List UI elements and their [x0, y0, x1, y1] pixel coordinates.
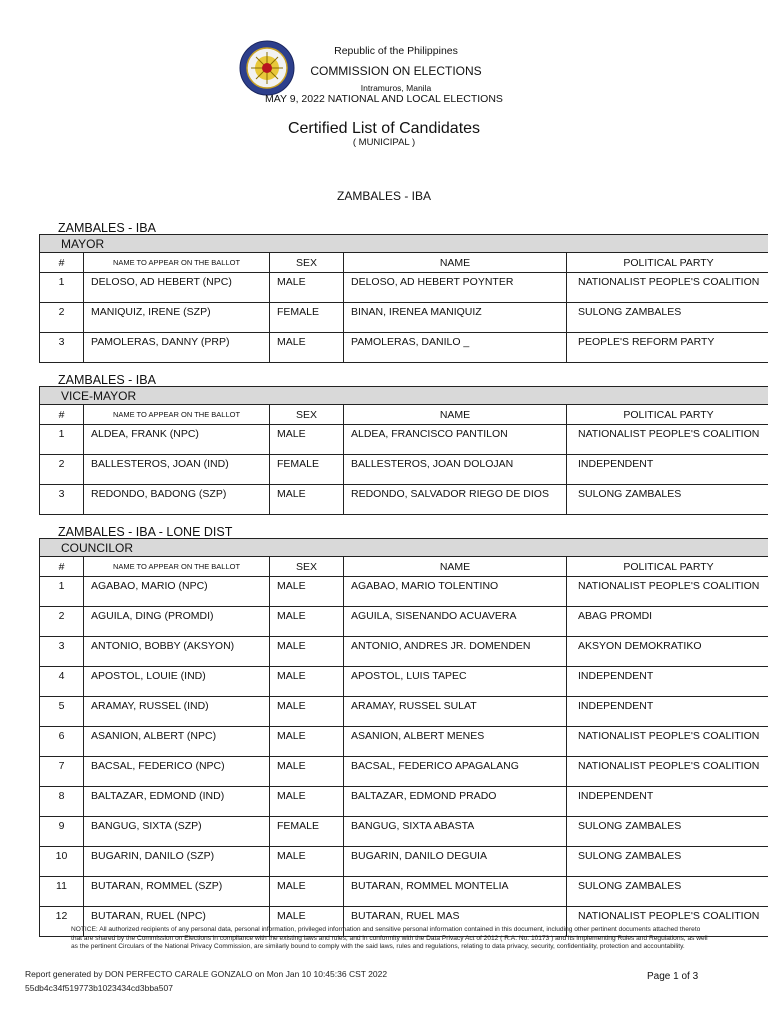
cell-num: 4	[40, 667, 84, 697]
cell-party: INDEPENDENT	[567, 667, 768, 697]
col-header-num: #	[40, 253, 84, 273]
table-row	[40, 787, 768, 817]
cell-sex: MALE	[270, 333, 344, 363]
col-header-sex: SEX	[270, 405, 344, 425]
cell-name: DELOSO, AD HEBERT POYNTER	[344, 273, 567, 303]
col-header-name: NAME	[344, 405, 567, 425]
cell-party: SULONG ZAMBALES	[567, 847, 768, 877]
election-line: MAY 9, 2022 NATIONAL AND LOCAL ELECTIONS	[265, 93, 503, 105]
cell-ballot: AGUILA, DING (PROMDI)	[84, 607, 270, 637]
position-title: VICE-MAYOR	[40, 387, 768, 405]
cell-num: 3	[40, 637, 84, 667]
cell-ballot: BALLESTEROS, JOAN (IND)	[84, 455, 270, 485]
cell-sex: FEMALE	[270, 817, 344, 847]
col-header-party: POLITICAL PARTY	[567, 253, 768, 273]
cell-party: SULONG ZAMBALES	[567, 817, 768, 847]
table-row	[40, 485, 768, 515]
cell-name: ANTONIO, ANDRES JR. DOMENDEN	[344, 637, 567, 667]
cell-party: PEOPLE'S REFORM PARTY	[567, 333, 768, 363]
cell-ballot: AGABAO, MARIO (NPC)	[84, 577, 270, 607]
col-header-sex: SEX	[270, 557, 344, 577]
cell-name: APOSTOL, LUIS TAPEC	[344, 667, 567, 697]
vice-mayor-table	[39, 386, 768, 515]
cell-name: BUTARAN, RUEL MAS	[344, 907, 567, 937]
cell-name: ARAMAY, RUSSEL SULAT	[344, 697, 567, 727]
col-header-ballot: NAME TO APPEAR ON THE BALLOT	[84, 253, 270, 273]
cell-ballot: DELOSO, AD HEBERT (NPC)	[84, 273, 270, 303]
table-row	[40, 667, 768, 697]
cell-ballot: BALTAZAR, EDMOND (IND)	[84, 787, 270, 817]
cell-sex: MALE	[270, 907, 344, 937]
cell-name: BANGUG, SIXTA ABASTA	[344, 817, 567, 847]
cell-num: 2	[40, 607, 84, 637]
councilor-table	[39, 538, 768, 937]
cell-party: NATIONALIST PEOPLE'S COALITION	[567, 727, 768, 757]
cell-sex: MALE	[270, 697, 344, 727]
cell-name: ASANION, ALBERT MENES	[344, 727, 567, 757]
cell-ballot: ANTONIO, BOBBY (AKSYON)	[84, 637, 270, 667]
cell-party: NATIONALIST PEOPLE'S COALITION	[567, 577, 768, 607]
cell-num: 6	[40, 727, 84, 757]
cell-num: 9	[40, 817, 84, 847]
cell-name: AGABAO, MARIO TOLENTINO	[344, 577, 567, 607]
cell-party: INDEPENDENT	[567, 787, 768, 817]
table-row	[40, 697, 768, 727]
cell-ballot: BUTARAN, RUEL (NPC)	[84, 907, 270, 937]
col-header-ballot: NAME TO APPEAR ON THE BALLOT	[84, 557, 270, 577]
cell-ballot: REDONDO, BADONG (SZP)	[84, 485, 270, 515]
cell-name: BALLESTEROS, JOAN DOLOJAN	[344, 455, 567, 485]
cell-sex: FEMALE	[270, 455, 344, 485]
cell-sex: MALE	[270, 847, 344, 877]
cell-party: SULONG ZAMBALES	[567, 485, 768, 515]
cell-num: 11	[40, 877, 84, 907]
cell-sex: MALE	[270, 727, 344, 757]
cell-party: AKSYON DEMOKRATIKO	[567, 637, 768, 667]
cell-sex: MALE	[270, 637, 344, 667]
position-title: COUNCILOR	[40, 539, 768, 557]
cell-sex: MALE	[270, 273, 344, 303]
table-row	[40, 455, 768, 485]
cell-ballot: ALDEA, FRANK (NPC)	[84, 425, 270, 455]
cell-num: 3	[40, 333, 84, 363]
table-row	[40, 273, 768, 303]
cell-num: 3	[40, 485, 84, 515]
cell-party: NATIONALIST PEOPLE'S COALITION	[567, 425, 768, 455]
cell-ballot: PAMOLERAS, DANNY (PRP)	[84, 333, 270, 363]
cell-ballot: BACSAL, FEDERICO (NPC)	[84, 757, 270, 787]
table-row	[40, 607, 768, 637]
table-row	[40, 303, 768, 333]
cell-sex: MALE	[270, 877, 344, 907]
cell-ballot: BANGUG, SIXTA (SZP)	[84, 817, 270, 847]
cell-num: 2	[40, 303, 84, 333]
cell-party: INDEPENDENT	[567, 455, 768, 485]
cell-name: AGUILA, SISENANDO ACUAVERA	[344, 607, 567, 637]
section-label-councilor: ZAMBALES - IBA - LONE DIST	[58, 525, 233, 539]
cell-party: NATIONALIST PEOPLE'S COALITION	[567, 907, 768, 937]
cell-ballot: BUGARIN, DANILO (SZP)	[84, 847, 270, 877]
document-title: Certified List of Candidates	[287, 120, 481, 137]
cell-num: 1	[40, 577, 84, 607]
table-row	[40, 577, 768, 607]
cell-sex: MALE	[270, 787, 344, 817]
cell-sex: MALE	[270, 577, 344, 607]
cell-num: 7	[40, 757, 84, 787]
cell-name: BACSAL, FEDERICO APAGALANG	[344, 757, 567, 787]
section-label-mayor: ZAMBALES - IBA	[58, 221, 156, 235]
col-header-num: #	[40, 405, 84, 425]
section-label-vice-mayor: ZAMBALES - IBA	[58, 373, 156, 387]
cell-sex: MALE	[270, 667, 344, 697]
col-header-ballot: NAME TO APPEAR ON THE BALLOT	[84, 405, 270, 425]
page-number: Page 1 of 3	[647, 971, 699, 982]
table-row	[40, 727, 768, 757]
cell-num: 1	[40, 425, 84, 455]
col-header-sex: SEX	[270, 253, 344, 273]
table-row	[40, 333, 768, 363]
cell-sex: MALE	[270, 757, 344, 787]
position-title: MAYOR	[40, 235, 768, 253]
cell-party: ABAG PROMDI	[567, 607, 768, 637]
cell-name: BALTAZAR, EDMOND PRADO	[344, 787, 567, 817]
location-line: Intramuros, Manila	[360, 83, 432, 93]
cell-name: BUTARAN, ROMMEL MONTELIA	[344, 877, 567, 907]
cell-party: SULONG ZAMBALES	[567, 877, 768, 907]
report-hash: 55db4c34f519773b1023434cd3bba507	[25, 983, 173, 993]
cell-party: SULONG ZAMBALES	[567, 303, 768, 333]
cell-name: ALDEA, FRANCISCO PANTILON	[344, 425, 567, 455]
cell-party: INDEPENDENT	[567, 697, 768, 727]
table-row	[40, 817, 768, 847]
cell-party: NATIONALIST PEOPLE'S COALITION	[567, 273, 768, 303]
report-generated-line: Report generated by DON PERFECTO CARALE GONZALO on Mon Jan 10 10:45:36 CST 2022	[25, 969, 388, 979]
cell-num: 8	[40, 787, 84, 817]
cell-name: BINAN, IRENEA MANIQUIZ	[344, 303, 567, 333]
cell-sex: MALE	[270, 607, 344, 637]
table-row	[40, 877, 768, 907]
cell-ballot: ARAMAY, RUSSEL (IND)	[84, 697, 270, 727]
cell-sex: MALE	[270, 485, 344, 515]
republic-line: Republic of the Philippines	[334, 45, 458, 57]
table-row	[40, 637, 768, 667]
area-heading: ZAMBALES - IBA	[336, 189, 432, 203]
col-header-num: #	[40, 557, 84, 577]
col-header-name: NAME	[344, 557, 567, 577]
cell-name: PAMOLERAS, DANILO _	[344, 333, 567, 363]
cell-sex: FEMALE	[270, 303, 344, 333]
cell-name: BUGARIN, DANILO DEGUIA	[344, 847, 567, 877]
cell-ballot: BUTARAN, ROMMEL (SZP)	[84, 877, 270, 907]
cell-ballot: ASANION, ALBERT (NPC)	[84, 727, 270, 757]
cell-num: 1	[40, 273, 84, 303]
document-subtitle: ( MUNICIPAL )	[352, 137, 416, 148]
privacy-notice: NOTICE: All authorized recipients of any personal data, personal information, privileged information and sensitive personal information contained in this document, including other pertinent documents attached thereto that are shared by the Commission on Elections in compliance with the existing laws and rules, and in conformity with the Data Privacy Act of 2012 ( R.A. No. 10173 ) and its implementing Rules and Regulations, as well as the pertinent Circulars of the National Privacy Commission, are similarly bound to comply with the said laws, rules and regulations, relating to data privacy, security, confidentiality, protection and accountability.	[71, 926, 708, 951]
col-header-party: POLITICAL PARTY	[567, 557, 768, 577]
cell-num: 5	[40, 697, 84, 727]
cell-num: 10	[40, 847, 84, 877]
cell-sex: MALE	[270, 425, 344, 455]
cell-num: 12	[40, 907, 84, 937]
commission-line: COMMISSION ON ELECTIONS	[310, 64, 482, 78]
col-header-party: POLITICAL PARTY	[567, 405, 768, 425]
table-row	[40, 757, 768, 787]
cell-party: NATIONALIST PEOPLE'S COALITION	[567, 757, 768, 787]
table-row	[40, 425, 768, 455]
col-header-name: NAME	[344, 253, 567, 273]
mayor-table	[39, 234, 768, 363]
cell-num: 2	[40, 455, 84, 485]
cell-name: REDONDO, SALVADOR RIEGO DE DIOS	[344, 485, 567, 515]
table-row	[40, 847, 768, 877]
cell-ballot: APOSTOL, LOUIE (IND)	[84, 667, 270, 697]
cell-ballot: MANIQUIZ, IRENE (SZP)	[84, 303, 270, 333]
